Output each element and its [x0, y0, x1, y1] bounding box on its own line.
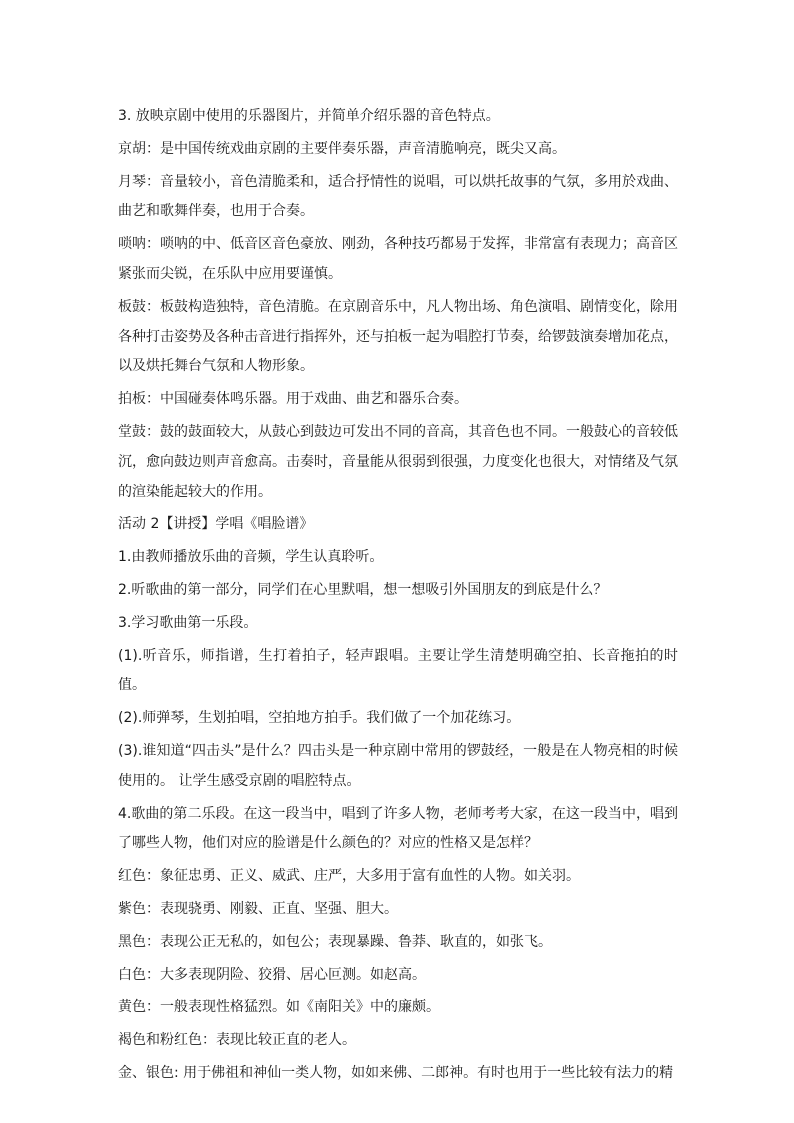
step-2: 2.听歌曲的第一部分，同学们在心里默唱，想一想吸引外国朋友的到底是什么？ — [118, 581, 608, 598]
paragraph-bangu: 板鼓：板鼓构造独特，音色清脆。在京剧音乐中，凡人物出场、角色演唱、剧情变化，除用各种打击姿势及各种击音进行指挥外，还与拍板一起为唱腔打节奏，给锣鼓演奏增加花点，以及烘托舞台气氛和人物形象。 — [118, 298, 678, 375]
color-white: 白色：大多表现阴险、狡猾、居心叵测。如赵高。 — [118, 966, 426, 983]
substep-2: (2).师弹琴，生划拍唱，空拍地方拍手。我们做了一个加花练习。 — [118, 710, 521, 727]
activity-heading: 活动 2【讲授】学唱《唱脸谱》 — [118, 516, 314, 533]
substep-3: (3).谁知道“四击头”是什么？四击头是一种京剧中常用的锣鼓经，一般是在人物亮相的时候使用的。 让学生感受京剧的唱腔特点。 — [118, 742, 678, 789]
paragraph-yueqin: 月琴：音量较小，音色清脆柔和，适合抒情性的说唱，可以烘托故事的气氛，多用於戏曲、曲艺和歌舞伴奏，也用于合奏。 — [118, 173, 678, 220]
step-3: 3.学习歌曲第一乐段。 — [118, 614, 258, 631]
document-body — [118, 102, 678, 1089]
paragraph-suona: 唢呐：唢呐的中、低音区音色豪放、刚劲，各种技巧都易于发挥，非常富有表现力；高音区紧张而尖锐，在乐队中应用要谨慎。 — [118, 236, 678, 282]
color-gold-silver: 金、银色: 用于佛祖和神仙一类人物，如如来佛、二郎神。有时也用于一些比较有法力的精 — [118, 1064, 674, 1081]
color-black: 黑色：表现公正无私的，如包公；表现暴躁、鲁莽、耿直的，如张飞。 — [118, 933, 552, 950]
step-1: 1.由教师播放乐曲的音频，学生认真聆听。 — [118, 549, 384, 566]
paragraph-instruments-intro: 3. 放映京剧中使用的乐器图片，并简单介绍乐器的音色特点。 — [118, 108, 500, 124]
paragraph-paiban: 拍板：中国碰奏体鸣乐器。用于戏曲、曲艺和器乐合奏。 — [118, 391, 468, 408]
paragraph-jinghu: 京胡：是中国传统戏曲京剧的主要伴奏乐器，声音清脆响亮，既尖又高。 — [118, 140, 566, 157]
color-purple: 紫色：表现骁勇、刚毅、正直、坚强、胆大。 — [118, 900, 398, 917]
substep-1: (1).听音乐，师指谱，生打着拍子，轻声跟唱。主要让学生清楚明确空拍、长音拖拍的时值。 — [118, 647, 678, 694]
color-yellow: 黄色：一般表现性格猛烈。如《南阳关》中的廉颇。 — [118, 999, 440, 1016]
step-4: 4.歌曲的第二乐段。在这一段当中，唱到了许多人物，老师考考大家，在这一段当中，唱到了哪些人物，他们对应的脸谱是什么颜色的？对应的性格又是怎样？ — [118, 805, 678, 852]
color-brown-pink: 褐色和粉红色：表现比较正直的老人。 — [118, 1032, 356, 1049]
paragraph-tanggu: 堂鼓：鼓的鼓面较大，从鼓心到鼓边可发出不同的音高，其音色也不同。一般鼓心的音较低沉，愈向鼓边则声音愈高。击奏时，音量能从很弱到很强，力度变化也很大，对情绪及气氛的渲染能起较大的作用。 — [118, 423, 678, 500]
color-red: 红色：象征忠勇、正义、威武、庄严，大多用于富有血性的人物。如关羽。 — [118, 868, 580, 885]
